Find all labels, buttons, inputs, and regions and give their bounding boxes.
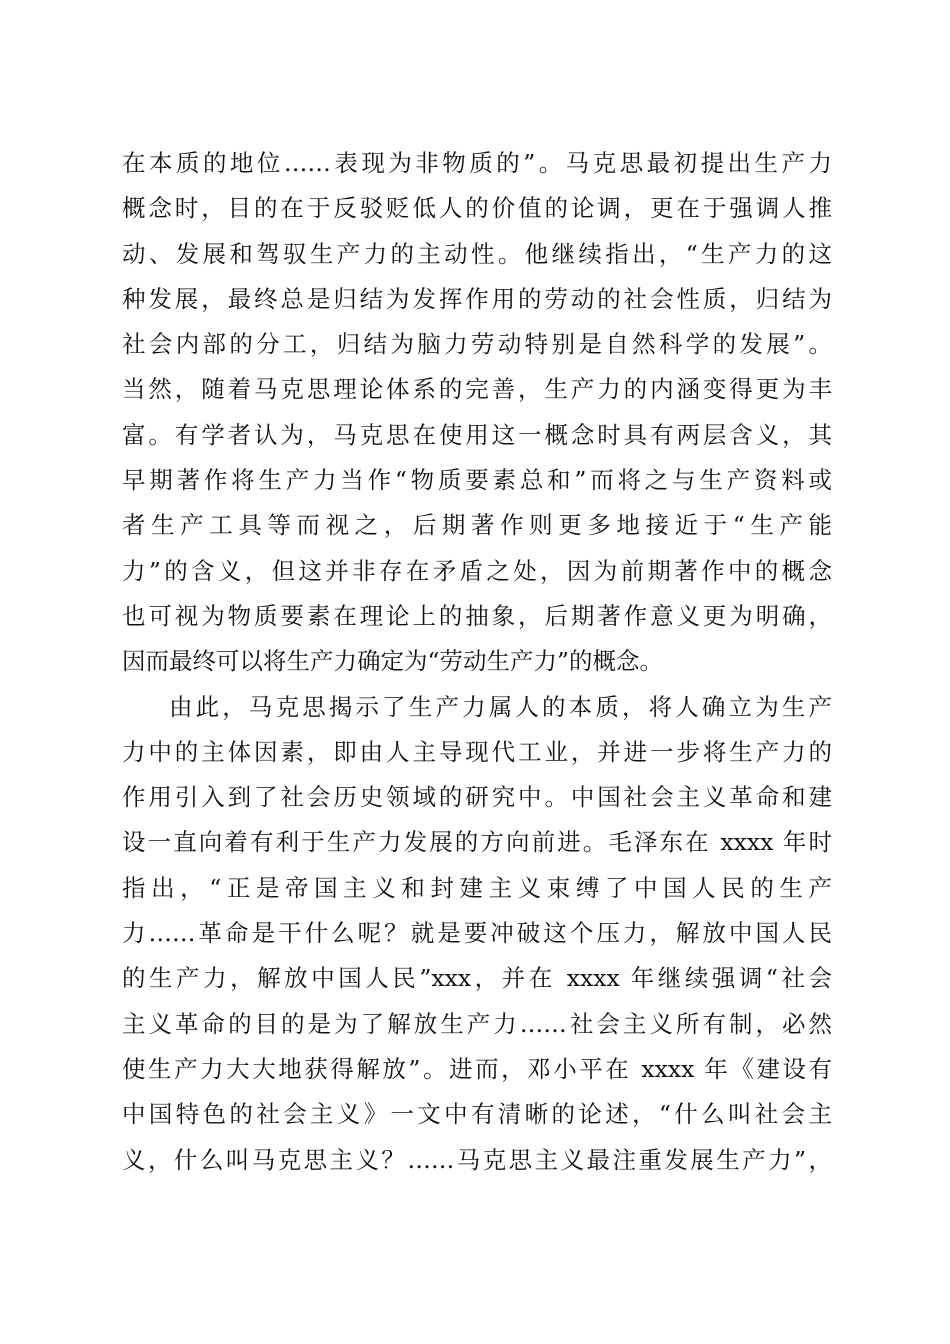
text-line-content: 因而最终可以将生产力确定为“劳动生产力”的概念。	[122, 647, 664, 676]
text-line-content: 种发展，最终总是归结为发挥作用的劳动的社会性质，归结为	[122, 284, 832, 313]
text-line	[122, 503, 832, 548]
text-line	[122, 458, 832, 503]
text-line-content: 指出，“正是帝国主义和封建主义束缚了中国人民的生产	[122, 873, 832, 902]
text-line	[122, 413, 832, 458]
text-line-content: 使生产力大大地获得解放”。进而，邓小平在 xxxx 年《建设有	[122, 1054, 832, 1083]
text-line	[122, 549, 832, 594]
text-line-content: 作用引入到了社会历史领域的研究中。中国社会主义革命和建	[122, 783, 832, 812]
text-line-content: 由此，马克思揭示了生产力属人的本质，将人确立为生产	[169, 692, 832, 721]
text-line-content: 也可视为物质要素在理论上的抽象，后期著作意义更为明确，	[122, 601, 832, 630]
text-line	[122, 820, 832, 865]
text-line	[122, 141, 832, 186]
text-line-content: 早期著作将生产力当作“物质要素总和”而将之与生产资料或	[122, 466, 832, 495]
text-line-content: 社会内部的分工，归结为脑力劳动特别是自然科学的发展”。	[122, 330, 832, 359]
text-line	[122, 911, 832, 956]
text-line-content: 在本质的地位……表现为非物质的”。马克思最初提出生产力	[122, 149, 832, 177]
text-line-content: 设一直向着有利于生产力发展的方向前进。毛泽东在 xxxx 年时	[122, 828, 832, 857]
text-line-content: 者生产工具等而视之，后期著作则更多地接近于“生产能	[122, 511, 832, 540]
text-line	[122, 1047, 832, 1092]
text-line	[122, 775, 832, 820]
text-line	[122, 277, 832, 322]
text-line	[122, 730, 832, 775]
text-line-content: 动、发展和驾驭生产力的主动性。他继续指出，“生产力的这	[122, 239, 832, 268]
text-line	[122, 186, 832, 231]
paragraph-first-line	[122, 685, 832, 730]
paragraph-end-line	[122, 639, 832, 684]
text-line-content: 主义革命的目的是为了解放生产力……社会主义所有制，必然	[122, 1009, 832, 1038]
text-line-content: 当然，随着马克思理论体系的完善，生产力的内涵变得更为丰	[122, 375, 832, 404]
text-line-content: 力”的含义，但这并非存在矛盾之处，因为前期著作中的概念	[122, 556, 832, 585]
text-line	[122, 322, 832, 367]
text-line-content: 富。有学者认为，马克思在使用这一概念时具有两层含义，其	[122, 420, 832, 449]
text-line	[122, 594, 832, 639]
text-line	[122, 956, 832, 1001]
text-line	[122, 232, 832, 277]
text-line	[122, 1092, 832, 1137]
text-line	[122, 1002, 832, 1047]
text-line-content: 义，什么叫马克思主义？……马克思主义最注重发展生产力”，	[122, 1145, 832, 1174]
text-line	[122, 1138, 832, 1183]
text-line	[122, 866, 832, 911]
body-text	[122, 141, 832, 1183]
text-line-content: 的生产力，解放中国人民”xxx，并在 xxxx 年继续强调“社会	[122, 964, 832, 993]
text-line	[122, 367, 832, 412]
text-line-content: 概念时，目的在于反驳贬低人的价值的论调，更在于强调人推	[122, 194, 832, 223]
text-line-content: 力中的主体因素，即由人主导现代工业，并进一步将生产力的	[122, 737, 832, 766]
text-line-content: 中国特色的社会主义》一文中有清晰的论述，“什么叫社会主	[122, 1100, 832, 1129]
text-line-content: 力……革命是干什么呢？就是要冲破这个压力，解放中国人民	[122, 919, 832, 948]
